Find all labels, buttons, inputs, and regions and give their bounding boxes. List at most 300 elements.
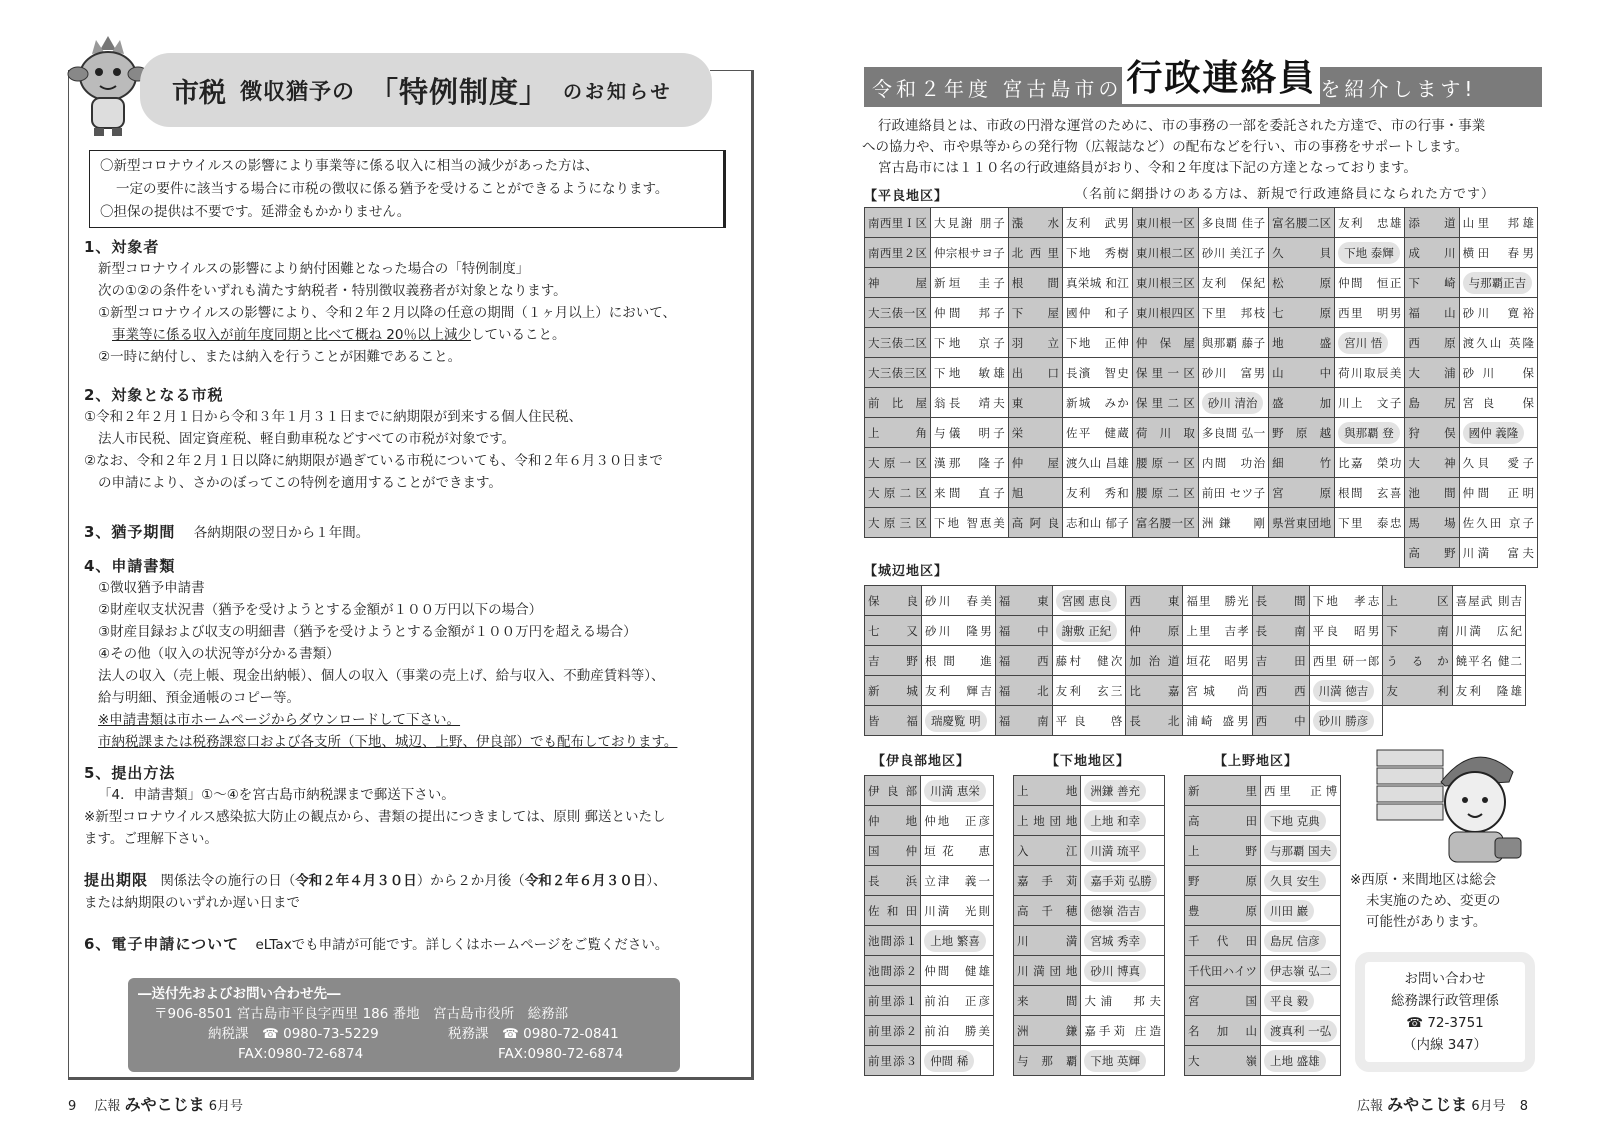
right-footer — [1357, 1092, 1528, 1115]
district-name: 高 田 — [1185, 806, 1261, 836]
section-heading: 3、猶予期間 — [84, 523, 176, 541]
section-2 — [84, 384, 744, 494]
liaison-name: 大浦 邦夫 — [1081, 986, 1165, 1016]
district-name: 宮 原 — [1269, 478, 1335, 508]
liaison-name: 多良間 佳子 — [1198, 208, 1268, 238]
table-row — [865, 388, 1538, 418]
liaison-name: 砂川 勝彦 — [1309, 706, 1383, 736]
district-name: 大原三区 — [865, 508, 931, 538]
district-name: 富名腰一区 — [1132, 508, 1198, 538]
liaison-name: 翁長 靖夫 — [931, 388, 1009, 418]
inquiry-line: 総務課行政管理係 — [1391, 993, 1499, 1009]
liaison-name: 洲鎌 善充 — [1081, 776, 1165, 806]
contact-title: ―送付先およびお問い合わせ先― — [138, 986, 341, 1002]
section-heading: 1、対象者 — [84, 238, 160, 256]
contact-fax: FAX:0980-72-6874 — [498, 1046, 624, 1062]
district-name: 高阿良 — [1008, 508, 1062, 538]
liaison-name: 砂川 美江子 — [1198, 238, 1268, 268]
section-1 — [84, 236, 744, 368]
liaison-name: 渡久山 昌雄 — [1063, 448, 1133, 478]
shimoji-table — [1013, 775, 1165, 1076]
table-row — [1014, 986, 1165, 1016]
paragraph: 新型コロナウイルスの影響により納付困難となった場合の「特例制度」 — [98, 261, 530, 277]
district-name: 長 浜 — [865, 866, 921, 896]
district-name: 大三俵二区 — [865, 328, 931, 358]
table-row — [865, 268, 1538, 298]
deadline-section — [84, 869, 744, 914]
underlined-text: 市納税課または税務課窓口および各支所（下地、城辺、上野、伊良部）でも配布しております。 — [98, 734, 678, 750]
district-name: 下 南 — [1383, 616, 1452, 646]
table-row — [865, 706, 1526, 736]
title-part2: 徴収猶予の — [240, 79, 356, 105]
district-name: 嘉 手 苅 — [1014, 866, 1081, 896]
inquiry-line: （内線 347） — [1402, 1037, 1488, 1053]
liaison-name: 國仲 和子 — [1063, 298, 1133, 328]
table-row — [865, 866, 994, 896]
paragraph: 法人市民税、固定資産税、軽自動車税などすべての市税が対象です。 — [98, 431, 516, 447]
liaison-name: 下地 正伸 — [1063, 328, 1133, 358]
liaison-name: 宮川 悟 — [1335, 328, 1405, 358]
liaison-name: 渡真利 一弘 — [1261, 1016, 1341, 1046]
district-name: 西 東 — [1126, 586, 1183, 616]
district-name: 島 尻 — [1405, 388, 1459, 418]
district-name: 大三俵三区 — [865, 358, 931, 388]
intro-line: への協力や、市や県等からの発行物（広報誌など）の配布などを行い、市の事務をサポートします。 — [862, 139, 1469, 155]
paragraph: していること。 — [470, 327, 566, 343]
liaison-name: 徳嶺 浩吉 — [1081, 896, 1165, 926]
district-name: 野 原 — [1185, 866, 1261, 896]
table-row — [1014, 836, 1165, 866]
district-name: 上 角 — [865, 418, 931, 448]
inquiry-line: お問い合わせ — [1404, 971, 1486, 987]
paragraph: ①徴収猶予申請書 — [98, 580, 205, 596]
table-row — [1014, 926, 1165, 956]
liaison-name: 与儀 明子 — [931, 418, 1009, 448]
liaison-name: 友利 保紀 — [1198, 268, 1268, 298]
liaison-name: 川満 光則 — [921, 896, 994, 926]
table-row — [1014, 1016, 1165, 1046]
liaison-name: 平良 昭男 — [1309, 616, 1383, 646]
section-label: 【城辺地区】 — [864, 564, 949, 579]
district-name: 上 区 — [1383, 586, 1452, 616]
district-name: 吉 野 — [865, 646, 922, 676]
liaison-name: 前泊 勝美 — [921, 1016, 994, 1046]
district-name: 大 神 — [1405, 448, 1459, 478]
liaison-name: 藤村 健次 — [1052, 646, 1126, 676]
liaison-name: 砂川 保 — [1459, 358, 1537, 388]
liaison-name: 上地 盛雄 — [1261, 1046, 1341, 1076]
district-name: 東川根二区 — [1132, 238, 1198, 268]
liaison-name: 喜屋武 則吉 — [1452, 586, 1525, 616]
section-heading: 提出期限 — [84, 871, 149, 889]
district-name: 仲 地 — [865, 806, 921, 836]
liaison-name: 砂川 博真 — [1081, 956, 1165, 986]
liaison-name: 横田 春男 — [1459, 238, 1537, 268]
district-name: 新 城 — [865, 676, 922, 706]
district-name: 西 西 — [1252, 676, 1309, 706]
liaison-name: 垣花 昭男 — [1183, 646, 1252, 676]
paragraph: ④その他（収入の状況等が分かる書類） — [98, 646, 340, 662]
notice-line: 〇新型コロナウイルスの影響により事業等に係る収入に相当の減少があった方は、 — [100, 158, 599, 174]
table-row — [1185, 836, 1341, 866]
table-row — [865, 956, 994, 986]
district-name: 豊 原 — [1185, 896, 1261, 926]
footer-brand: みやこじま — [124, 1095, 205, 1114]
section-6 — [84, 933, 744, 956]
district-name: 洲 鎌 — [1014, 1016, 1081, 1046]
table-row — [1014, 956, 1165, 986]
paragraph: ②財産収支状況書（猶予を受けようとする金額が１００万円以下の場合） — [98, 602, 543, 618]
table-row — [865, 298, 1538, 328]
notice-line: 一定の要件に該当する場合に市税の徴収に係る猶予を受けることができるようになります。 — [116, 181, 669, 197]
district-name: 根 間 — [1008, 268, 1062, 298]
hirara-table — [864, 207, 1538, 568]
district-name: 羽 立 — [1008, 328, 1062, 358]
contact-address: 〒906-8501 宮古島市平良字西里 186 番地 宮古島市役所 総務部 — [154, 1006, 569, 1022]
liaison-name: 友利 忠雄 — [1335, 208, 1405, 238]
liaison-name: 嘉手苅 庄造 — [1081, 1016, 1165, 1046]
district-name: 来 間 — [1014, 986, 1081, 1016]
district-name: 前里添１ — [865, 986, 921, 1016]
section-5 — [84, 762, 744, 850]
footer-issue: 6月号 — [208, 1099, 244, 1114]
district-name: 馬 場 — [1405, 508, 1459, 538]
liaison-name: 饒平名 健二 — [1452, 646, 1525, 676]
section-label: 【伊良部地区】 — [872, 754, 971, 769]
underlined-text: ※申請書類は市ホームページからダウンロードして下さい。 — [98, 712, 461, 728]
inquiry-box — [1355, 952, 1535, 1072]
district-name: 上地団地 — [1014, 806, 1081, 836]
note-line: ※西原・来間地区は総会 — [1350, 872, 1497, 888]
district-name: 吉 田 — [1252, 646, 1309, 676]
intro-text — [862, 116, 1552, 179]
liaison-name: 砂川 春美 — [921, 586, 995, 616]
table-row — [865, 676, 1526, 706]
district-name: 池間添２ — [865, 956, 921, 986]
gusukube-table — [864, 585, 1526, 736]
liaison-name: 仲間 邦子 — [931, 298, 1009, 328]
district-name: 旭 — [1008, 478, 1062, 508]
liaison-name: 志和山 郁子 — [1063, 508, 1133, 538]
liaison-name: 垣花 恵 — [921, 836, 994, 866]
district-name: 皆 福 — [865, 706, 922, 736]
liaison-name: 宮城 尚 — [1183, 676, 1252, 706]
liaison-name: 久貝 愛子 — [1459, 448, 1537, 478]
liaison-name: 川上 文子 — [1335, 388, 1405, 418]
liaison-name: 友利 秀和 — [1063, 478, 1133, 508]
liaison-name: 下地 智恵美 — [931, 508, 1009, 538]
title-part1: 市税 — [172, 77, 226, 109]
title-part3: 「特例制度」 — [369, 74, 550, 109]
district-name: 仲 保 屋 — [1132, 328, 1198, 358]
liaison-name: 宮城 秀幸 — [1081, 926, 1165, 956]
district-name: 福 中 — [995, 616, 1052, 646]
paragraph: eLTaxでも申請が可能です。詳しくはホームページをご覧ください。 — [255, 937, 669, 953]
district-name: 加治道 — [1126, 646, 1183, 676]
liaison-name: 下里 泰忠 — [1335, 508, 1405, 538]
footer-mag: 広報 — [1357, 1099, 1384, 1114]
table-row — [1014, 896, 1165, 926]
district-name: 県営東団地 — [1269, 508, 1335, 538]
table-row — [1185, 866, 1341, 896]
liaison-name: 宮國 恵良 — [1052, 586, 1126, 616]
district-name: 南西里Ｉ区 — [865, 208, 931, 238]
liaison-name: 長濱 智史 — [1063, 358, 1133, 388]
text: 関係法令の施行の日（ — [160, 873, 296, 889]
liaison-name: 仲間 健雄 — [921, 956, 994, 986]
left-footer — [68, 1092, 243, 1115]
underlined-text: 事業等に係る収入が前年度同期と比べて概ね 20％以上減少 — [112, 327, 471, 343]
liaison-name: 上地 和幸 — [1081, 806, 1165, 836]
table-row — [865, 238, 1538, 268]
liaison-name: 友利 武男 — [1063, 208, 1133, 238]
district-name: 神 屋 — [865, 268, 931, 298]
title-part4: のお知らせ — [563, 80, 673, 103]
liaison-name: 上里 吉孝 — [1183, 616, 1252, 646]
table-row — [1185, 956, 1341, 986]
liaison-name: 上地 繁喜 — [921, 926, 994, 956]
liaison-name: 荷川取辰美 — [1335, 358, 1405, 388]
liaison-name: 佐平 健蔵 — [1063, 418, 1133, 448]
liaison-name: 國仲 義隆 — [1459, 418, 1537, 448]
district-name: 七 原 — [1269, 298, 1335, 328]
district-name: 上 野 — [1185, 836, 1261, 866]
liaison-name: 下地 秀樹 — [1063, 238, 1133, 268]
district-name: 東 — [1008, 388, 1062, 418]
liaison-name: 友利 隆雄 — [1452, 676, 1525, 706]
liaison-name: 仲間 正明 — [1459, 478, 1537, 508]
notice-line: 〇担保の提供は不要です。延滞金もかかりません。 — [100, 204, 411, 220]
liaison-name: 仲地 正彦 — [921, 806, 994, 836]
table-row — [865, 586, 1526, 616]
left-title-banner — [140, 53, 712, 127]
district-name: 保里二区 — [1132, 388, 1198, 418]
table-row — [1185, 806, 1341, 836]
liaison-name: 仲間 稀 — [921, 1046, 994, 1076]
table-row — [865, 208, 1538, 238]
liaison-name: 川満 富夫 — [1459, 538, 1537, 568]
liaison-name: 宮良 保 — [1459, 388, 1537, 418]
liaison-name: 新城 みか — [1063, 388, 1133, 418]
contact-fax: FAX:0980-72-6874 — [238, 1046, 364, 1062]
district-name: 与 那 覇 — [1014, 1046, 1081, 1076]
liaison-name: 下地 孝志 — [1309, 586, 1383, 616]
district-name: 福 北 — [995, 676, 1052, 706]
district-name: 福 南 — [995, 706, 1052, 736]
district-name: 川 満 — [1014, 926, 1081, 956]
liaison-name: 伊志嶺 弘二 — [1261, 956, 1341, 986]
district-name: 伊良部 — [865, 776, 921, 806]
table-row — [1185, 1016, 1341, 1046]
district-name: 名 加 山 — [1185, 1016, 1261, 1046]
title-main: 行政連絡員 — [1122, 54, 1320, 104]
bold-date: 令和２年６月３０日 — [524, 873, 647, 889]
table-row — [865, 448, 1538, 478]
table-row — [865, 926, 994, 956]
table-row — [865, 806, 994, 836]
liaison-name: 砂川 清治 — [1198, 388, 1268, 418]
section-label: 【平良地区】 — [864, 189, 949, 204]
district-name: 友 利 — [1383, 676, 1452, 706]
liaison-name: 立津 義一 — [921, 866, 994, 896]
district-name: 千 代 田 — [1185, 926, 1261, 956]
mail-carrier-illustration — [1375, 742, 1525, 864]
district-name: 大 嶺 — [1185, 1046, 1261, 1076]
liaison-name: 久貝 安生 — [1261, 866, 1341, 896]
paragraph: ②なお、令和２年２月１日以降に納期限が過ぎている市税についても、令和２年６月３０日まで — [84, 453, 663, 469]
liaison-name: 佐久田 京子 — [1459, 508, 1537, 538]
liaison-name: 前田 セツ子 — [1198, 478, 1268, 508]
district-name: 東川根三区 — [1132, 268, 1198, 298]
contact-phone: 税務課 ☎ 0980-72-0841 — [448, 1026, 619, 1042]
table-row — [1185, 926, 1341, 956]
district-name: 南西里２区 — [865, 238, 931, 268]
district-name: 山 中 — [1269, 358, 1335, 388]
liaison-name: 砂川 寛裕 — [1459, 298, 1537, 328]
liaison-name: 與那覇 藤子 — [1198, 328, 1268, 358]
district-name: う る か — [1383, 646, 1452, 676]
district-name: 東川根四区 — [1132, 298, 1198, 328]
section-heading: 6、電子申請について — [84, 935, 240, 953]
district-name: 狩 俣 — [1405, 418, 1459, 448]
table-row — [865, 328, 1538, 358]
bold-date: 令和２年４月３０日 — [295, 873, 417, 889]
section-4 — [84, 555, 744, 753]
section-heading: 2、対象となる市税 — [84, 386, 224, 404]
liaison-name: 嘉手苅 弘勝 — [1081, 866, 1165, 896]
district-name: 大 浦 — [1405, 358, 1459, 388]
liaison-name: 西里 正博 — [1261, 776, 1341, 806]
district-name: 福 山 — [1405, 298, 1459, 328]
paragraph: ①新型コロナウイルスの影響により、令和２年２月以降の任意の期間（１ヶ月以上）において、 — [98, 305, 677, 321]
legend-note: （名前に網掛けのある方は、新規で行政連絡員になられた方です） — [1075, 187, 1496, 202]
table-row — [1185, 986, 1341, 1016]
district-name: 下 崎 — [1405, 268, 1459, 298]
liaison-name: 下地 京子 — [931, 328, 1009, 358]
district-name: 地 盛 — [1269, 328, 1335, 358]
liaison-name: 与那覇 国夫 — [1261, 836, 1341, 866]
liaison-name: 砂川 隆男 — [921, 616, 995, 646]
liaison-name: 山里 邦雄 — [1459, 208, 1537, 238]
district-name: 細 竹 — [1269, 448, 1335, 478]
table-row — [865, 896, 994, 926]
district-name: 佐和田 — [865, 896, 921, 926]
district-name: 荷 川 取 — [1132, 418, 1198, 448]
note-line: 可能性があります。 — [1366, 914, 1487, 930]
section-heading: 4、申請書類 — [84, 557, 176, 575]
table-row — [865, 508, 1538, 538]
table-row — [865, 538, 1538, 568]
text: ）から２か月後（ — [416, 873, 525, 889]
mascot-icon — [66, 32, 150, 140]
liaison-name: 川満 琉平 — [1081, 836, 1165, 866]
liaison-name: 真栄城 和江 — [1063, 268, 1133, 298]
district-name: 久 貝 — [1269, 238, 1335, 268]
liaison-name: 比嘉 榮功 — [1335, 448, 1405, 478]
district-name: 入 江 — [1014, 836, 1081, 866]
liaison-name: 平良 啓 — [1052, 706, 1126, 736]
liaison-name: 友利 輝吉 — [921, 676, 995, 706]
district-name: 西 中 — [1252, 706, 1309, 736]
paragraph: または納期限のいずれか遅い日まで — [84, 895, 300, 911]
liaison-name: 多良間 弘一 — [1198, 418, 1268, 448]
title-post: を紹介します! — [1320, 76, 1477, 101]
district-name: 池間添１ — [865, 926, 921, 956]
district-name: 長 間 — [1252, 586, 1309, 616]
title-pre: 令和２年度 宮古島市の — [872, 76, 1123, 101]
district-name: 腰原二区 — [1132, 478, 1198, 508]
liaison-name: 瑞慶覧 明 — [921, 706, 995, 736]
district-name: 仲 屋 — [1008, 448, 1062, 478]
table-row — [1014, 1046, 1165, 1076]
table-row — [865, 776, 994, 806]
section-label: 【下地地区】 — [1046, 754, 1131, 769]
paragraph: ます。ご理解下さい。 — [84, 831, 218, 847]
district-name: 保 良 — [865, 586, 922, 616]
district-name: 前里添２ — [865, 1016, 921, 1046]
district-name: 出 口 — [1008, 358, 1062, 388]
district-name: 東川根一区 — [1132, 208, 1198, 238]
footer-brand: みやこじま — [1387, 1095, 1468, 1114]
district-name: 富名腰二区 — [1269, 208, 1335, 238]
district-name: 七 又 — [865, 616, 922, 646]
liaison-name: 漢那 隆子 — [931, 448, 1009, 478]
district-name: 長 南 — [1252, 616, 1309, 646]
district-name: 栄 — [1008, 418, 1062, 448]
irabu-table — [864, 775, 994, 1076]
paragraph: ②一時に納付し、または納入を行うことが困難であること。 — [98, 349, 462, 365]
district-name: 大原一区 — [865, 448, 931, 478]
liaison-name: 来間 直子 — [931, 478, 1009, 508]
district-name: 福 東 — [995, 586, 1052, 616]
district-name: 大三俵一区 — [865, 298, 931, 328]
table-row — [865, 836, 994, 866]
district-name: 宮 国 — [1185, 986, 1261, 1016]
district-name: 上 地 — [1014, 776, 1081, 806]
paragraph: ※新型コロナウイルス感染拡大防止の観点から、書類の提出につきましては、原則 郵送といたし — [84, 809, 666, 825]
liaison-name: 根間 玄喜 — [1335, 478, 1405, 508]
table-row — [865, 616, 1526, 646]
liaison-name: 渡久山 英隆 — [1459, 328, 1537, 358]
right-title-banner — [864, 58, 1542, 107]
table-row — [865, 358, 1538, 388]
district-name: 盛 加 — [1269, 388, 1335, 418]
table-row — [1185, 896, 1341, 926]
table-row — [865, 418, 1538, 448]
liaison-name: 仲宗根サヨ子 — [931, 238, 1009, 268]
ueno-table — [1184, 775, 1341, 1076]
page-number: 9 — [68, 1099, 77, 1114]
contact-box — [128, 978, 680, 1072]
inquiry-phone: ☎ 72-3751 — [1406, 1015, 1484, 1031]
district-name: 仲 原 — [1126, 616, 1183, 646]
district-name: 千代田ハイツ — [1185, 956, 1261, 986]
district-name: 大原二区 — [865, 478, 931, 508]
liaison-name: 下里 邦枝 — [1198, 298, 1268, 328]
liaison-name: 与那覇正吉 — [1459, 268, 1537, 298]
district-name: 比 嘉 — [1126, 676, 1183, 706]
liaison-name: 島尻 信彦 — [1261, 926, 1341, 956]
note-line: 未実施のため、変更の — [1366, 893, 1501, 909]
table-row — [865, 986, 994, 1016]
paragraph: ③財産目録および収支の明細書（猶予を受けようとする金額が１００万円を超える場合） — [98, 624, 637, 640]
liaison-name: 川田 巖 — [1261, 896, 1341, 926]
paragraph: 給与明細、預金通帳のコピー等。 — [98, 690, 300, 706]
district-name: 高 野 — [1405, 538, 1459, 568]
page-number: 8 — [1519, 1099, 1529, 1114]
paragraph: 次の①②の条件をいずれも満たす納税者・特別徴収義務者が対象となります。 — [98, 283, 567, 299]
district-name: 成 川 — [1405, 238, 1459, 268]
